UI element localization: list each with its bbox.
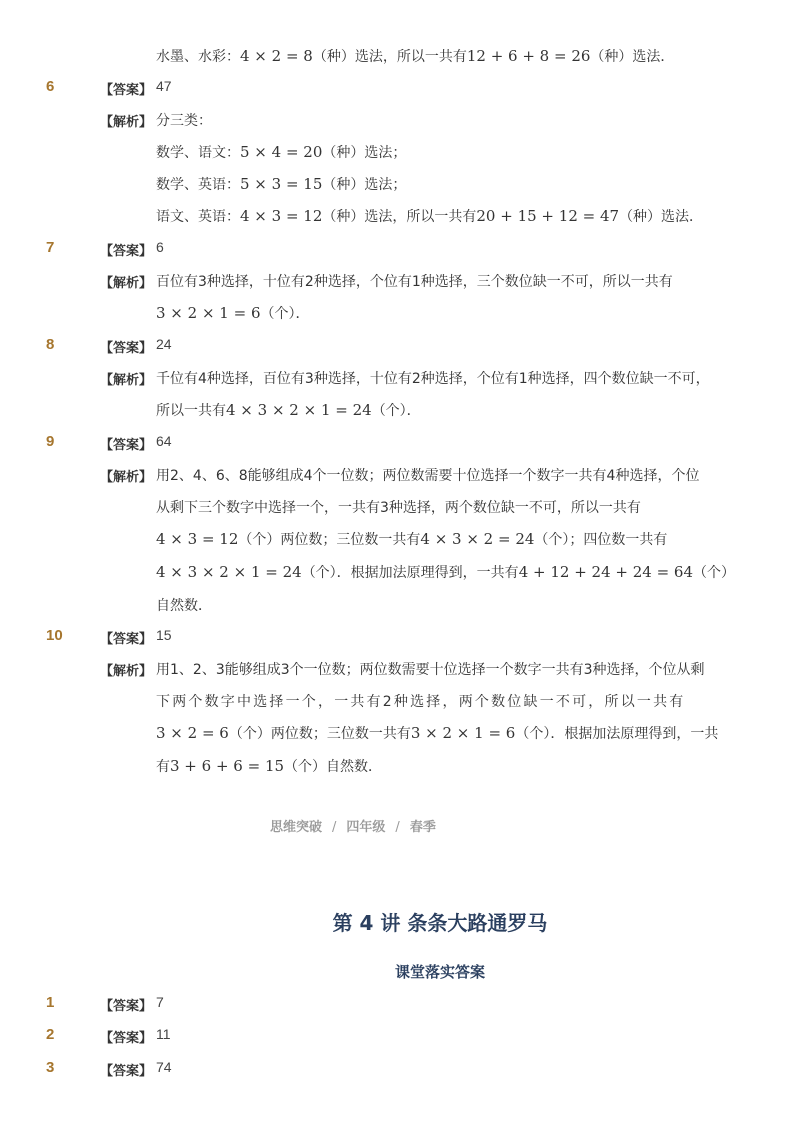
analysis-label: 【解析】 bbox=[100, 470, 153, 485]
separator: / bbox=[395, 820, 400, 835]
math: 3 × 2 × 1 = 6 bbox=[156, 304, 261, 322]
text: （个）两位数；三位数一共有 bbox=[238, 532, 421, 548]
math: 3 + 6 + 6 = 15 bbox=[170, 757, 285, 775]
answer-value: 24 bbox=[156, 336, 172, 352]
answer-label: 【答案】 bbox=[100, 999, 153, 1014]
text: （种）选法，所以一共有 bbox=[312, 49, 467, 65]
question-number: 9 bbox=[46, 433, 55, 450]
math: 3 × 2 = 6 bbox=[156, 724, 229, 742]
analysis-line bbox=[156, 206, 703, 226]
section-title: 课堂落实答案 bbox=[394, 963, 485, 981]
math: 4 × 3 × 2 × 1 = 24 bbox=[156, 563, 302, 581]
footer-grade: 四年级 bbox=[346, 820, 386, 835]
analysis-line bbox=[156, 400, 421, 420]
answer-label: 【答案】 bbox=[100, 1064, 153, 1079]
analysis-text: 百位有3种选择，十位有2种选择，个位有1种选择，三个数位缺一不可，所以一共有 bbox=[156, 274, 673, 290]
answer-value: 64 bbox=[156, 433, 172, 449]
math: 4 + 12 + 24 + 24 = 64 bbox=[518, 563, 693, 581]
analysis-line bbox=[156, 756, 382, 776]
text: （种）选法，所以一共有 bbox=[322, 209, 477, 225]
footer-series: 思维突破 bbox=[270, 820, 323, 835]
answer-label: 【答案】 bbox=[100, 244, 153, 259]
q5-analysis-line1 bbox=[156, 46, 674, 66]
question-number: 3 bbox=[46, 1059, 55, 1076]
analysis-text: 从剩下三个数字中选择一个，一共有3种选择，两个数位缺一不可，所以一共有 bbox=[156, 500, 641, 516]
text: 语文、英语： bbox=[156, 209, 240, 225]
analysis-line bbox=[156, 529, 667, 549]
answer-label: 【答案】 bbox=[100, 341, 153, 356]
answer-value: 7 bbox=[156, 994, 164, 1010]
text: （种）选法． bbox=[619, 209, 704, 225]
text: （个）． bbox=[371, 403, 421, 419]
question-number: 2 bbox=[46, 1026, 55, 1043]
answer-label: 【答案】 bbox=[100, 1031, 153, 1046]
analysis-text: 用2、4、6、8能够组成4个一位数；两位数需要十位选择一个数字一共有4种选择，个位 bbox=[156, 468, 700, 484]
analysis-line bbox=[156, 562, 735, 582]
text: （个）． bbox=[260, 306, 310, 322]
answer-label: 【答案】 bbox=[100, 632, 153, 647]
math: 12 + 6 + 8 = 26 bbox=[466, 47, 591, 65]
answer-value: 11 bbox=[156, 1026, 171, 1042]
math: 4 × 3 = 12 bbox=[240, 207, 323, 225]
text: （个）．根据加法原理得到，一共 bbox=[515, 726, 719, 742]
text: 数学、语文： bbox=[156, 145, 240, 161]
answer-value: 15 bbox=[156, 627, 172, 643]
footer-term: 春季 bbox=[409, 820, 436, 835]
math: 5 × 3 = 15 bbox=[240, 175, 323, 193]
answer-value: 74 bbox=[156, 1059, 172, 1075]
text: （个） bbox=[693, 565, 735, 581]
analysis-text: 千位有4种选择，百位有3种选择，十位有2种选择，个位有1种选择，四个数位缺一不可， bbox=[156, 371, 710, 387]
lecture-title: 第 4 讲 条条大路通罗马 bbox=[332, 911, 548, 935]
answer-value: 47 bbox=[156, 78, 172, 94]
math: 3 × 2 × 1 = 6 bbox=[410, 724, 516, 742]
analysis-label: 【解析】 bbox=[100, 276, 153, 291]
analysis-text: 用1、2、3能够组成3个一位数；两位数需要十位选择一个数字一共有3种选择，个位从剩 bbox=[156, 662, 705, 678]
analysis-text: 下两个数字中选择一个，一共有2种选择，两个数位缺一不可，所以一共有 bbox=[156, 694, 686, 710]
question-number: 8 bbox=[46, 336, 55, 353]
text: （种）选法； bbox=[322, 145, 407, 161]
text: （个）．根据加法原理得到，一共有 bbox=[301, 565, 519, 581]
math: 5 × 4 = 20 bbox=[240, 143, 323, 161]
analysis-text: 自然数． bbox=[156, 598, 212, 614]
text: （种）选法． bbox=[590, 49, 675, 65]
text: （个）自然数． bbox=[284, 759, 383, 775]
math: 4 × 3 × 2 = 24 bbox=[420, 530, 535, 548]
math: 4 × 3 = 12 bbox=[156, 530, 239, 548]
analysis-line bbox=[156, 142, 406, 162]
math: 4 × 3 × 2 × 1 = 24 bbox=[226, 401, 372, 419]
analysis-line bbox=[156, 723, 718, 743]
text: 数学、英语： bbox=[156, 177, 240, 193]
math: 20 + 15 + 12 = 47 bbox=[476, 207, 620, 225]
text: 有 bbox=[156, 759, 170, 775]
answer-label: 【答案】 bbox=[100, 438, 153, 453]
answer-label: 【答案】 bbox=[100, 83, 153, 98]
text: 所以一共有 bbox=[156, 403, 226, 419]
analysis-label: 【解析】 bbox=[100, 373, 153, 388]
separator: / bbox=[332, 820, 337, 835]
question-number: 6 bbox=[46, 78, 55, 95]
text: 水墨、水彩： bbox=[156, 49, 240, 65]
question-number: 10 bbox=[46, 627, 63, 644]
analysis-text: 分三类： bbox=[156, 113, 212, 129]
question-number: 7 bbox=[46, 239, 55, 256]
text: （个）；四位数一共有 bbox=[534, 532, 668, 548]
analysis-line bbox=[156, 303, 310, 323]
math: 4 × 2 = 8 bbox=[240, 47, 313, 65]
analysis-line bbox=[156, 174, 406, 194]
analysis-label: 【解析】 bbox=[100, 115, 153, 130]
analysis-label: 【解析】 bbox=[100, 664, 153, 679]
question-number: 1 bbox=[46, 994, 55, 1011]
text: （个）两位数；三位数一共有 bbox=[228, 726, 411, 742]
page-footer bbox=[270, 816, 436, 835]
answer-value: 6 bbox=[156, 239, 164, 255]
text: （种）选法； bbox=[322, 177, 407, 193]
